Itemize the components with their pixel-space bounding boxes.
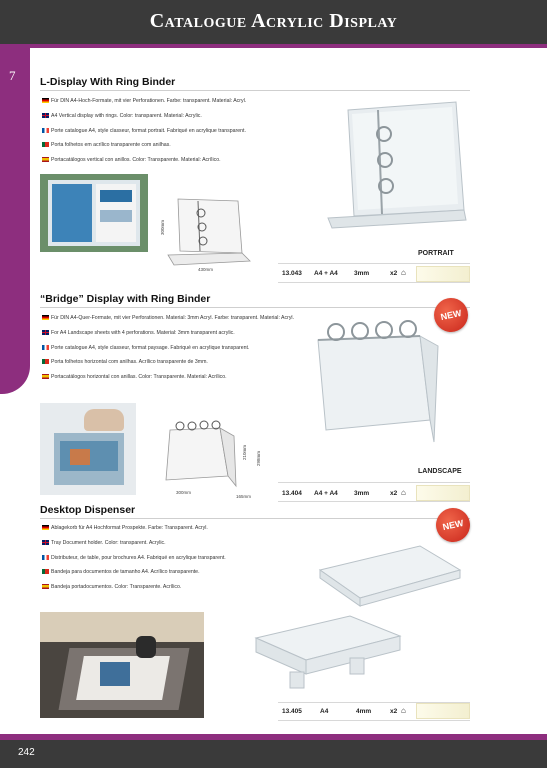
order-thickness: 3mm [354, 270, 370, 277]
order-divider [278, 482, 470, 483]
order-divider [278, 501, 470, 502]
order-quantity: x2 [390, 270, 398, 277]
photo-bridge-display-in-use [40, 403, 136, 495]
flag-de-icon [42, 315, 49, 320]
footer-bar [0, 740, 547, 768]
flag-de-icon [42, 525, 49, 530]
product-image-tray-2 [250, 612, 410, 692]
description-fr: Porte catalogue A4, style classeur, format paysage. Fabriqué en acrylique transparent. [42, 344, 312, 353]
section-tab [0, 48, 30, 394]
order-format: A4 + A4 [314, 490, 338, 497]
description-de: Für DIN A4-Hoch-Formate, mit vier Perforationen. Farbe: transparent. Material: Acryl. [42, 97, 322, 106]
flag-gb-icon [42, 113, 49, 118]
order-divider [278, 282, 470, 283]
header-bar [0, 0, 547, 44]
flag-es-icon [42, 374, 49, 379]
description-pt: Bandeja para documentos de tamanho A4. Acrílico transparente. [42, 568, 322, 577]
box-icon: ⌂ [401, 488, 406, 497]
page-title: Catalogue Acrylic Display [149, 10, 398, 32]
dimension-depth: 165mm [236, 494, 252, 499]
flag-es-icon [42, 584, 49, 589]
description-fr: Distributeur, de table, pour brochures A4. Fabriqué en acrylique transparent. [42, 554, 322, 563]
photo-desktop-dispenser-in-use [40, 612, 204, 718]
description-pt: Porta folhetos em acrílico transparente com anilhas. [42, 141, 322, 150]
dimension-height: 300mm [160, 219, 165, 235]
flag-pt-icon [42, 359, 49, 364]
order-thickness: 3mm [354, 490, 370, 497]
technical-drawing-l-display [158, 195, 258, 277]
dimension-height: 210mm [242, 444, 247, 460]
orientation-label: PORTRAIT [418, 250, 454, 257]
description-pt: Porta folhetos horizontal com anilhas. Acrílico transparente de 3mm. [42, 358, 312, 367]
photo-l-display-in-use [40, 174, 148, 252]
new-badge: NEW [431, 295, 471, 335]
order-format: A4 + A4 [314, 270, 338, 277]
description-list [42, 314, 312, 382]
section-title-desktop-dispenser: Desktop Dispenser [40, 504, 136, 516]
dimension-width: 300mm [176, 490, 192, 495]
product-image-l-display [318, 92, 468, 232]
order-code: 13.404 [282, 490, 302, 497]
flag-fr-icon [42, 345, 49, 350]
order-quantity: x2 [390, 708, 398, 715]
description-gb: For A4 Landscape sheets with 4 perforations. Material: 3mm transparent acrylic. [42, 329, 312, 338]
order-divider [278, 720, 470, 721]
description-list [42, 524, 322, 592]
section-divider [40, 90, 470, 91]
order-code: 13.043 [282, 270, 302, 277]
order-input-box[interactable] [416, 703, 470, 719]
product-image-tray-1 [310, 540, 470, 610]
header-accent-line [0, 44, 547, 48]
flag-de-icon [42, 98, 49, 103]
description-gb: Tray Document holder. Color: transparent. Acrylic. [42, 539, 322, 548]
section-number: 7 [9, 68, 16, 83]
flag-pt-icon [42, 569, 49, 574]
flag-fr-icon [42, 555, 49, 560]
description-de: Für DIN A4-Quer-Formate, mit vier Perforationen. Material: 3mm Acryl. Farbe: transparent. Material: Acryl. [42, 314, 312, 323]
dimension-width: 430mm [198, 267, 214, 272]
orientation-label: LANDSCAPE [418, 468, 462, 475]
flag-pt-icon [42, 142, 49, 147]
technical-drawing-bridge-display [156, 420, 274, 502]
box-icon: ⌂ [401, 268, 406, 277]
description-es: Bandeja portadocumentos. Color: Transparente. Acrílico. [42, 583, 322, 592]
product-image-bridge-display [310, 312, 440, 462]
order-code: 13.405 [282, 708, 302, 715]
order-format: A4 [320, 708, 329, 715]
section-title-l-display: L-Display With Ring Binder [40, 76, 176, 88]
description-de: Ablagekorb für A4 Hochformat Prospekte. Farbe: Transparent. Acryl. [42, 524, 322, 533]
order-input-box[interactable] [416, 485, 470, 501]
description-list [42, 97, 322, 165]
order-divider [278, 263, 470, 264]
flag-gb-icon [42, 540, 49, 545]
flag-fr-icon [42, 128, 49, 133]
description-es: Portacatálogos horizontal con anillas. Color: Transparente. Material: Acrílico. [42, 373, 312, 382]
description-es: Portacatálogos vertical con anillos. Color: Transparente. Material: Acrílico. [42, 156, 322, 165]
section-divider [40, 307, 470, 308]
dimension-diagonal: 298mm [256, 450, 261, 466]
flag-gb-icon [42, 330, 49, 335]
flag-es-icon [42, 157, 49, 162]
order-quantity: x2 [390, 490, 398, 497]
section-title-bridge-display: “Bridge” Display with Ring Binder [40, 293, 211, 305]
description-gb: A4 Vertical display with rings. Color: transparent. Material: Acrylic. [42, 112, 322, 121]
order-input-box[interactable] [416, 266, 470, 282]
description-fr: Porte catalogue A4, style classeur, format portrait. Fabriqué en acrylique transparent. [42, 127, 322, 136]
box-icon: ⌂ [401, 706, 406, 715]
page-number: 242 [18, 747, 35, 758]
new-badge: NEW [433, 505, 473, 545]
section-divider [40, 518, 470, 519]
order-thickness: 4mm [356, 708, 372, 715]
